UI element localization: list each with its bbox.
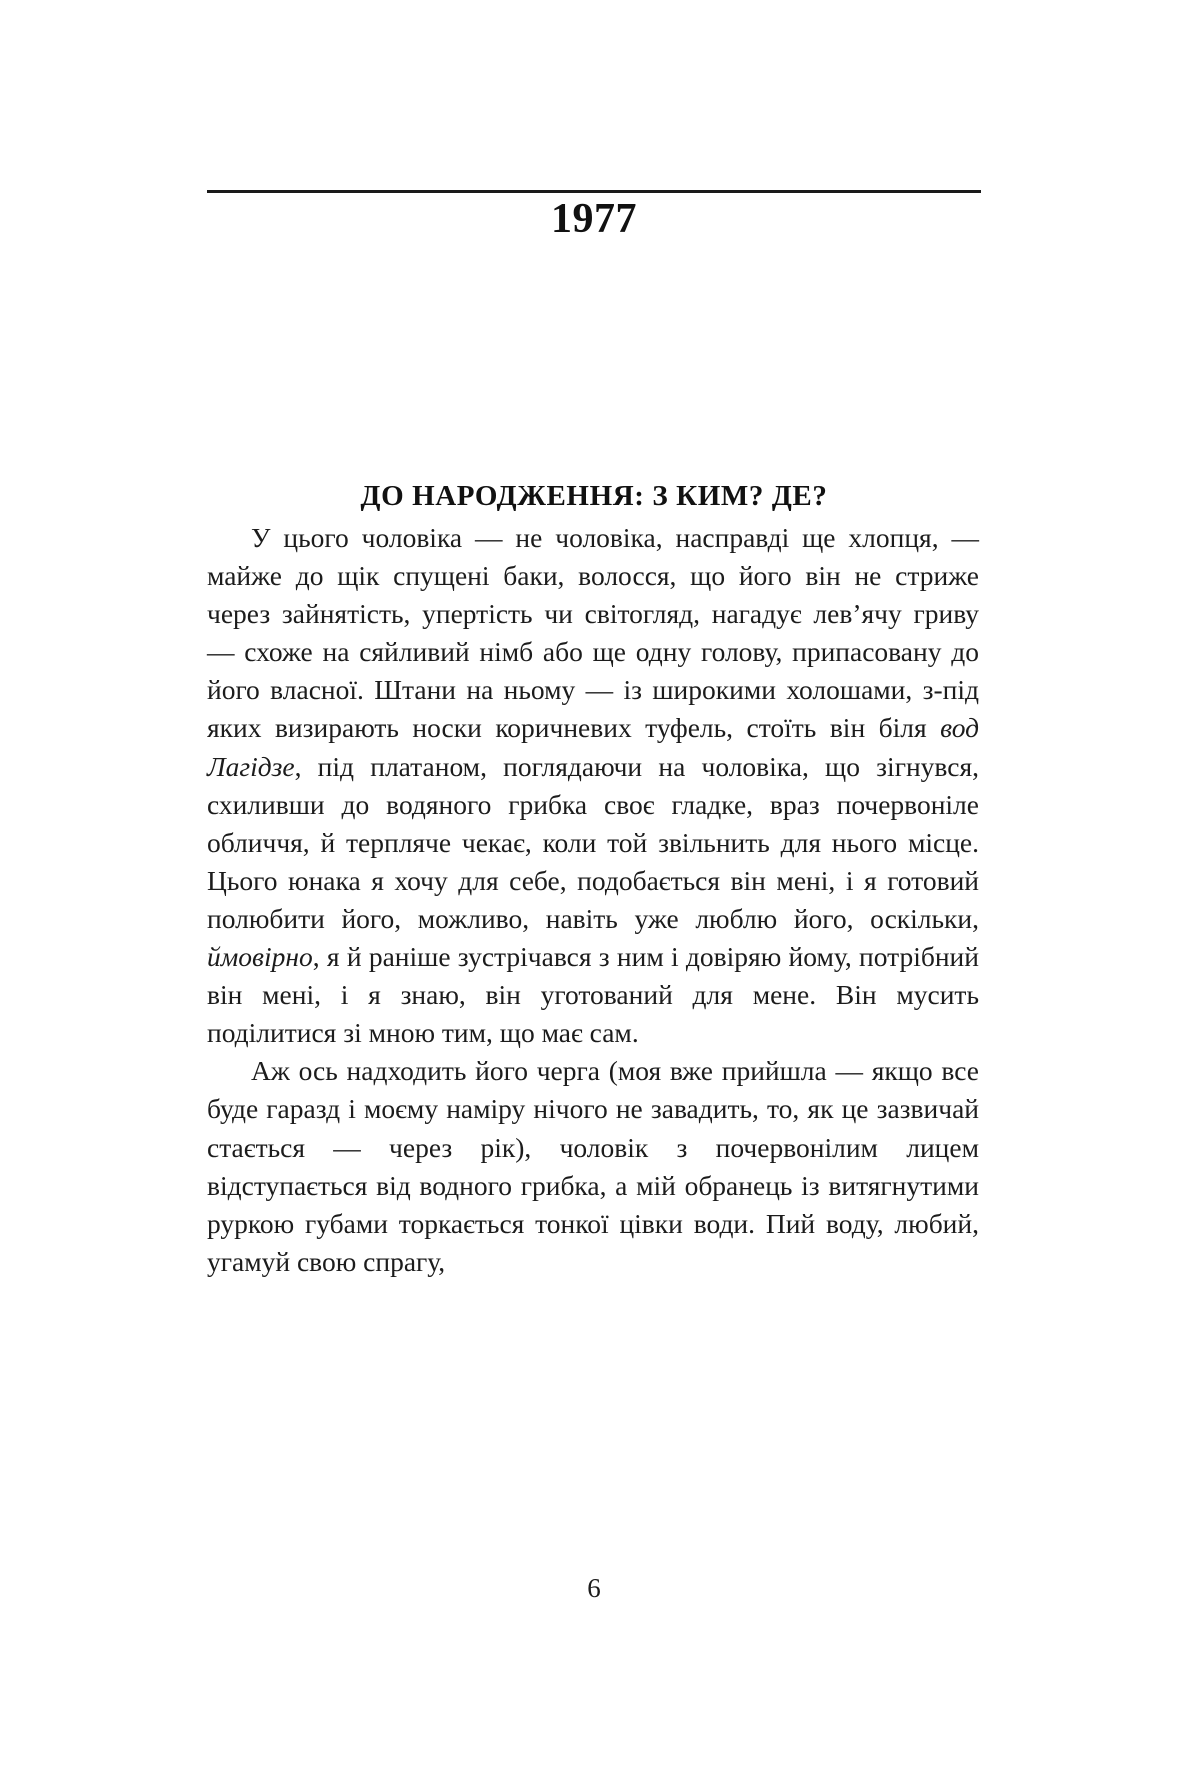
italic-run: вод Лагідзе: [207, 712, 979, 782]
section-title: ДО НАРОДЖЕННЯ: З КИМ? ДЕ?: [360, 480, 828, 513]
paragraph-1: У цього чоловіка — не чоловіка, насправді ще хлопця, — майже до щік спущені баки, волосся, що його він не стриже через зайнятість, упертість чи світогляд, нагадує лев’ячу гриву — схоже на сяйливий німб або ще одну голову, припасовану до його власної. Штани на ньому — із широкими холошами, з-під яких визирають носки коричневих туфель, стоїть він біля вод Лагідзе, під платаном, поглядаючи на чоловіка, що зігнувся, схиливши до водяного грибка своє гладке, враз почервоніле обличчя, й терпляче чекає, коли той звільнить для нього місце. Цього юнака я хочу для себе, подобається він мені, і я готовий полюбити його, можливо, навіть уже люблю його, оскільки, ймовірно, я й раніше зустрічався з ним і довіряю йому, потрібний він мені, і я знаю, він уготований для мене. Він мусить поділитися зі мною тим, що має сам.: [207, 522, 979, 1049]
year-header: 1977: [551, 196, 637, 242]
italic-run: ймовірно: [207, 941, 313, 973]
paragraph-2: Аж ось надходить його черга (моя вже прийшла — якщо все буде гаразд і моєму наміру нічого не завадить, то, як це зазвичай стається — через рік), чоловік з почервонілим лицем відступається від водного грибка, а мій обранець із витягнутими руркою губами торкається тонкої цівки води. Пий воду, любий, угамуй свою спрагу,: [207, 1055, 979, 1277]
body-text: [207, 519, 979, 1281]
page-number: 6: [587, 1573, 601, 1603]
header-rule: [207, 190, 981, 193]
